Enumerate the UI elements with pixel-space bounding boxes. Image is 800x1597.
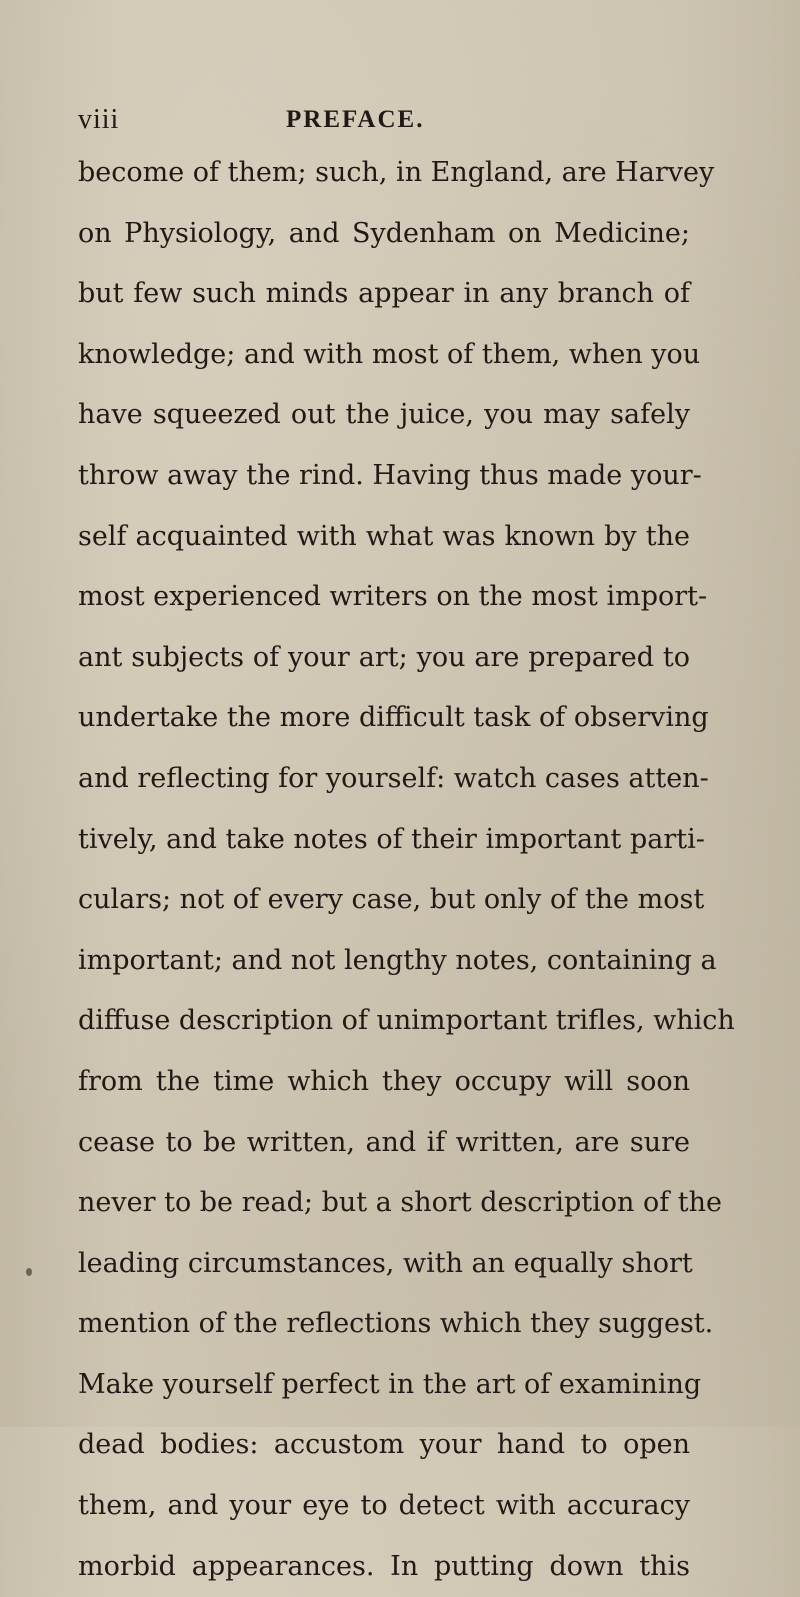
text-line: most experienced writers on the most import-	[78, 581, 708, 613]
text-line: Make yourself perfect in the art of examining	[78, 1368, 702, 1400]
text-line: become of them; such, in England, are Harvey	[78, 157, 715, 188]
text-line: mention of the reflections which they suggest.	[78, 1308, 714, 1340]
text-line: undertake the more difficult task of observing	[78, 702, 709, 734]
text-line: dead bodies: accustom your hand to open	[78, 1429, 690, 1461]
text-line: and reflecting for yourself: watch cases atten-	[78, 762, 709, 794]
text-line: never to be read; but a short description of the	[78, 1187, 723, 1219]
text-line: cease to be written, and if written, are sure	[78, 1126, 690, 1158]
text-line: leading circumstances, with an equally short	[78, 1247, 693, 1279]
text-line: self acquainted with what was known by the	[78, 520, 690, 552]
text-line: important; and not lengthy notes, containing a	[78, 944, 717, 976]
running-head	[78, 104, 768, 144]
text-line: but few such minds appear in any branch of	[78, 278, 690, 310]
running-title: PREFACE.	[286, 106, 425, 133]
body-text	[78, 143, 735, 1597]
text-line: ant subjects of your art; you are prepared to	[78, 641, 690, 673]
text-line: from the time which they occupy will soon	[78, 1065, 690, 1097]
paper-speck	[26, 1268, 32, 1276]
text-line: them, and your eye to detect with accuracy	[78, 1490, 690, 1522]
text-line: morbid appearances. In putting down this	[78, 1550, 690, 1582]
text-line: culars; not of every case, but only of the most	[78, 884, 705, 916]
page-number: viii	[78, 104, 120, 135]
text-line: on Physiology, and Sydenham on Medicine;	[78, 217, 690, 249]
text-line: tively, and take notes of their important parti-	[78, 823, 705, 855]
text-line: have squeezed out the juice, you may safely	[78, 399, 690, 431]
text-line: knowledge; and with most of them, when you	[78, 338, 701, 370]
text-line: diffuse description of unimportant trifles, which	[78, 1005, 735, 1037]
text-line: throw away the rind. Having thus made your-	[78, 459, 702, 491]
